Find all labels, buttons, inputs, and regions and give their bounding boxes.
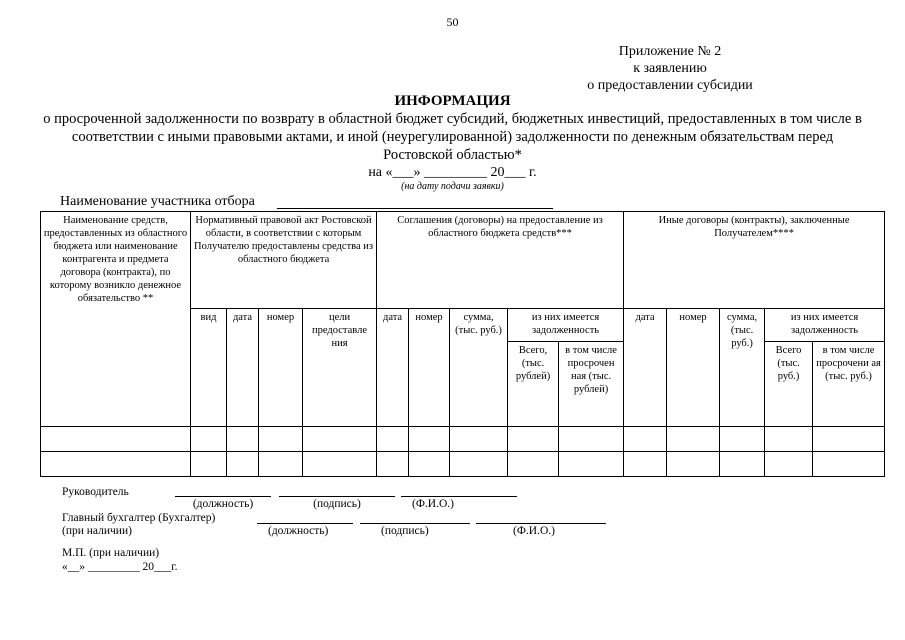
table-row[interactable]: [41, 427, 885, 452]
accountant-signature-line[interactable]: [360, 523, 470, 524]
head-position-caption: (должность): [192, 498, 254, 510]
oth-col-sum: сумма, (тыс. руб.): [720, 309, 765, 427]
signature-date: «__» _________ 20___г.: [62, 561, 178, 573]
accountant-if-available: (при наличии): [62, 525, 132, 537]
act-col-date: дата: [227, 309, 259, 427]
oth-debt-header: из них имеется задолженность: [765, 309, 885, 342]
agr-debt-overdue: в том числе просрочен ная (тыс. рублей): [559, 342, 624, 427]
head-signature-caption: (подпись): [313, 498, 361, 510]
document-title: ИНФОРМАЦИЯ: [394, 93, 511, 109]
head-fio-caption: (Ф.И.О.): [412, 498, 454, 510]
col-name-header: Наименование средств, предоставленных из областного бюджета или наименование контрагента и предмета договора (контракта), по которому возникло денежное обязательство **: [41, 212, 191, 427]
page-number: 50: [446, 15, 459, 29]
head-label: Руководитель: [62, 486, 129, 498]
act-col-number: номер: [259, 309, 303, 427]
accountant-signature-caption: (подпись): [381, 525, 429, 537]
appendix-line-1: Приложение № 2: [618, 44, 722, 59]
accountant-label: Главный бухгалтер (Бухгалтер): [62, 512, 216, 524]
accountant-position-caption: (должность): [268, 525, 329, 537]
agr-col-date: дата: [377, 309, 409, 427]
document-subtitle: о просроченной задолженности по возврату в областной бюджет субсидий, бюджетных инвестиций, предоставленных в том числе в соответствии с иными правовыми актами, и иной (неурегулированной) задолженности по денежным обязательствам перед Ростовской областью*: [43, 111, 862, 163]
head-fio-line[interactable]: [401, 496, 517, 497]
participant-input-line[interactable]: [277, 208, 553, 209]
accountant-fio-line[interactable]: [476, 523, 606, 524]
participant-label: Наименование участника отбора: [60, 194, 255, 209]
appendix-line-2: к заявлению: [633, 61, 707, 76]
appendix-line-3: о предоставлении субсидии: [587, 78, 753, 93]
stamp-label: М.П. (при наличии): [62, 547, 160, 559]
head-signature-line[interactable]: [279, 496, 395, 497]
accountant-position-line[interactable]: [257, 523, 353, 524]
agr-col-number: номер: [409, 309, 450, 427]
debt-table: [40, 211, 885, 477]
oth-col-number: номер: [667, 309, 720, 427]
report-date-line: на «___» _________ 20___ г.: [368, 165, 537, 180]
table-row[interactable]: [41, 452, 885, 477]
accountant-fio-caption: (Ф.И.О.): [513, 525, 555, 537]
agr-debt-total: Всего, (тыс. рублей): [508, 342, 559, 427]
oth-debt-overdue: в том числе просрочени ая (тыс. руб.): [813, 342, 885, 427]
head-position-line[interactable]: [175, 496, 271, 497]
oth-debt-total: Всего (тыс. руб.): [765, 342, 813, 427]
group-other-header: Иные договоры (контракты), заключенные Получателем****: [624, 212, 885, 309]
group-act-header: Нормативный правовой акт Ростовской области, в соответствии с которым Получателю предоставлены средства из областного бюджета: [191, 212, 377, 309]
oth-col-date: дата: [624, 309, 667, 427]
act-col-purpose: цели предоставле ния: [303, 309, 377, 427]
act-col-type: вид: [191, 309, 227, 427]
group-agreement-header: Соглашения (договоры) на предоставление из областного бюджета средств***: [377, 212, 624, 309]
report-date-note: (на дату подачи заявки): [401, 181, 504, 192]
agr-col-sum: сумма, (тыс. руб.): [450, 309, 508, 427]
agr-debt-header: из них имеется задолженность: [508, 309, 624, 342]
